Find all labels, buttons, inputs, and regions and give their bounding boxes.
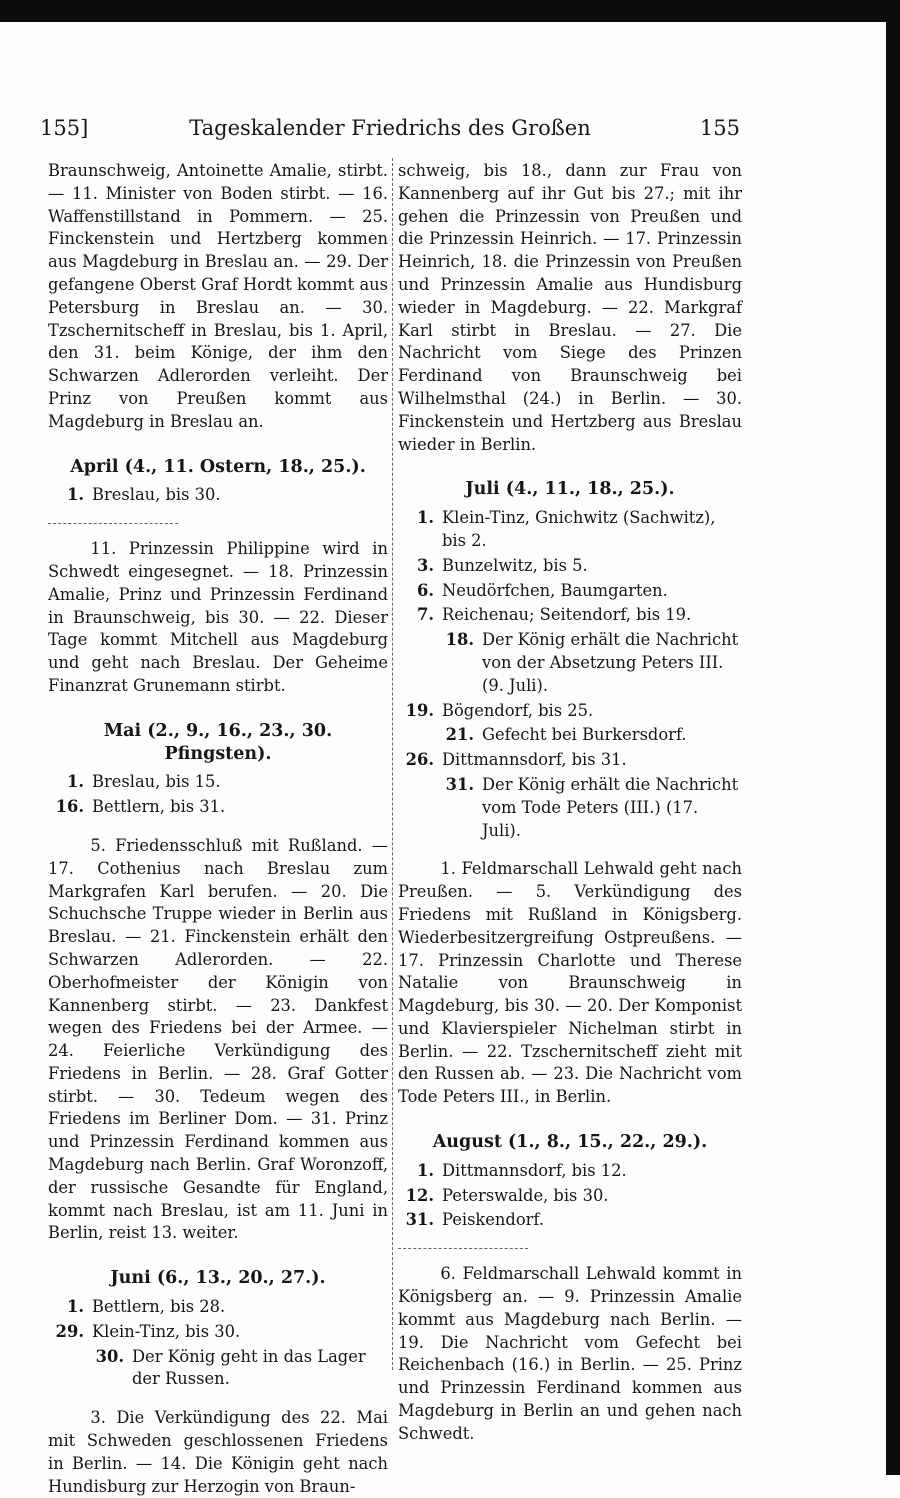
column-divider	[392, 158, 393, 1370]
list-item: 31. Peiskendorf.	[405, 1210, 545, 1230]
list-item: 3. Bunzelwitz, bis 5.	[417, 555, 588, 575]
juni-continuation-paragraph: schweig, bis 18., dann zur Frau von Kannenberg auf ihr Gut bis 27.; mit ihr gehen die Prinzessin von Preußen und die Prinzessin Heinrich. — 17. Prinzessin Heinrich, 18. die Prinzessin von Preußen und Prinzessin Amalie aus Hundisburg wieder in Magdeburg. — 22. Markgraf Karl stirbt in Breslau. — 27. Die Nachricht vom Siege des Prinzen Ferdinand von Braunschweig bei Wilhelmsthal (24.) in Berlin. — 30. Finckenstein und Hertzberg aus Breslau wieder in Berlin.	[398, 161, 742, 454]
august-paragraph: 6. Feldmarschall Lehwald kommt in Königsberg an. — 9. Prinzessin Amalie kommt aus Magdeburg nach Berlin. — 19. Die Nachricht vom Gefecht bei Reichenbach (16.) in Berlin. — 25. Prinz und Prinzessin Ferdinand kommen aus Magdeburg in Berlin an und gehen nach Schwedt.	[398, 1264, 742, 1443]
april-paragraph: 11. Prinzessin Philippine wird in Schwedt eingesegnet. — 18. Prinzessin Amalie, Prinz und Prinzessin Ferdinand in Braunschweig, bis 30. — 22. Dieser Tage kommt Mitchell aus Magdeburg und geht nach Breslau. Der Geheime Finanzrat Grunemann stirbt.	[48, 539, 388, 695]
list-item: 1. Breslau, bis 30.	[67, 485, 221, 505]
page-number-right: 155	[699, 116, 740, 140]
list-item: 29. Klein-Tinz, bis 30.	[55, 1321, 241, 1341]
list-item: 1. Dittmannsdorf, bis 12.	[417, 1160, 627, 1180]
list-item: 19. Bögendorf, bis 25.	[405, 700, 594, 720]
section-rule	[398, 1248, 528, 1249]
mai-heading: Mai (2., 9., 16., 23., 30. Pfingsten).	[103, 720, 333, 764]
list-item: 6. Neudörfchen, Baumgarten.	[417, 580, 668, 600]
juli-paragraph: 1. Feldmarschall Lehwald geht nach Preußen. — 5. Verkündigung des Friedens mit Rußland in Königsberg. Wiederbesitzergreifung Ostpreußens. — 17. Prinzessin Charlotte und Therese Natalie von Braunschweig in Magdeburg, bis 30. — 20. Der Komponist und Klavierspieler Nichelman stirbt in Berlin. — 22. Tzschernitscheff zieht mit den Russen ab. — 23. Die Nachricht vom Tode Peters III., in Berlin.	[398, 859, 742, 1107]
list-item: 7. Reichenau; Seitendorf, bis 19.	[417, 605, 692, 625]
sub-item: 30. Der König geht in das Lager der Russen.	[95, 1346, 366, 1389]
list-item: 26. Dittmannsdorf, bis 31.	[405, 750, 627, 770]
section-rule	[48, 523, 178, 524]
juni-heading: Juni (6., 13., 20., 27.).	[110, 1268, 326, 1289]
juli-heading: Juli (4., 11., 18., 25.).	[465, 479, 675, 500]
sub-item: 18. Der König erhält die Nachricht von der Absetzung Peters III. (9. Juli).	[445, 630, 739, 695]
page-number-left: 155]	[40, 116, 89, 140]
list-item: 1. Breslau, bis 15.	[67, 772, 221, 792]
sub-item: 21. Gefecht bei Burkersdorf.	[445, 725, 687, 745]
page-header	[40, 108, 740, 144]
march-continuation-paragraph: Braunschweig, Antoinette Amalie, stirbt. — 11. Minister von Boden stirbt. — 16. Waffenstillstand in Pommern. — 25. Finckenstein und Hertzberg kommen aus Magdeburg in Breslau an. — 29. Der gefangene Oberst Graf Hordt kommt aus Petersburg in Breslau an. — 30. Tzschernitscheff in Breslau, bis 1. April, den 31. beim Könige, der ihm den Schwarzen Adlerorden verleiht. Der Prinz von Preußen kommt aus Magdeburg in Breslau an.	[48, 161, 388, 431]
list-item: 12. Peterswalde, bis 30.	[405, 1185, 609, 1205]
august-heading: August (1., 8., 15., 22., 29.).	[432, 1132, 708, 1153]
running-title: Tageskalender Friedrichs des Großen	[189, 116, 591, 140]
left-column	[48, 160, 388, 1498]
mai-paragraph: 5. Friedensschluß mit Rußland. — 17. Cothenius nach Breslau zum Markgrafen Karl berufen. — 20. Die Schuchsche Truppe wieder in Berlin aus Breslau. — 21. Finckenstein erhält den Schwarzen Adlerorden. — 22. Oberhofmeister der Königin von Kannenberg stirbt. — 23. Dankfest wegen des Friedens bei der Armee. — 24. Feierliche Verkündigung des Friedens in Berlin. — 28. Graf Gotter stirbt. — 30. Tedeum wegen des Friedens im Berliner Dom. — 31. Prinz und Prinzessin Ferdinand kommen aus Magdeburg nach Berlin. Graf Woronzoff, der russische Gesandte für England, kommt nach Breslau, ist am 11. Juni in Berlin, reist 13. weiter.	[48, 835, 388, 1243]
list-item: 1. Bettlern, bis 28.	[67, 1297, 226, 1317]
sub-item: 31. Der König erhält die Nachricht vom Tode Peters (III.) (17. Juli).	[445, 774, 739, 840]
april-heading: April (4., 11. Ostern, 18., 25.).	[70, 456, 366, 477]
juni-paragraph: 3. Die Verkündigung des 22. Mai mit Schweden geschlossenen Friedens in Berlin. — 14. Die Königin geht nach Hundisburg zur Herzogin von Braun-	[48, 1408, 388, 1496]
list-item: 1. Klein-Tinz, Gnichwitz (Sachwitz), bis 2.	[417, 508, 716, 550]
top-scan-border	[0, 0, 886, 22]
list-item: 16. Bettlern, bis 31.	[55, 797, 226, 817]
right-scan-border	[886, 0, 900, 1475]
right-column	[398, 160, 742, 1446]
